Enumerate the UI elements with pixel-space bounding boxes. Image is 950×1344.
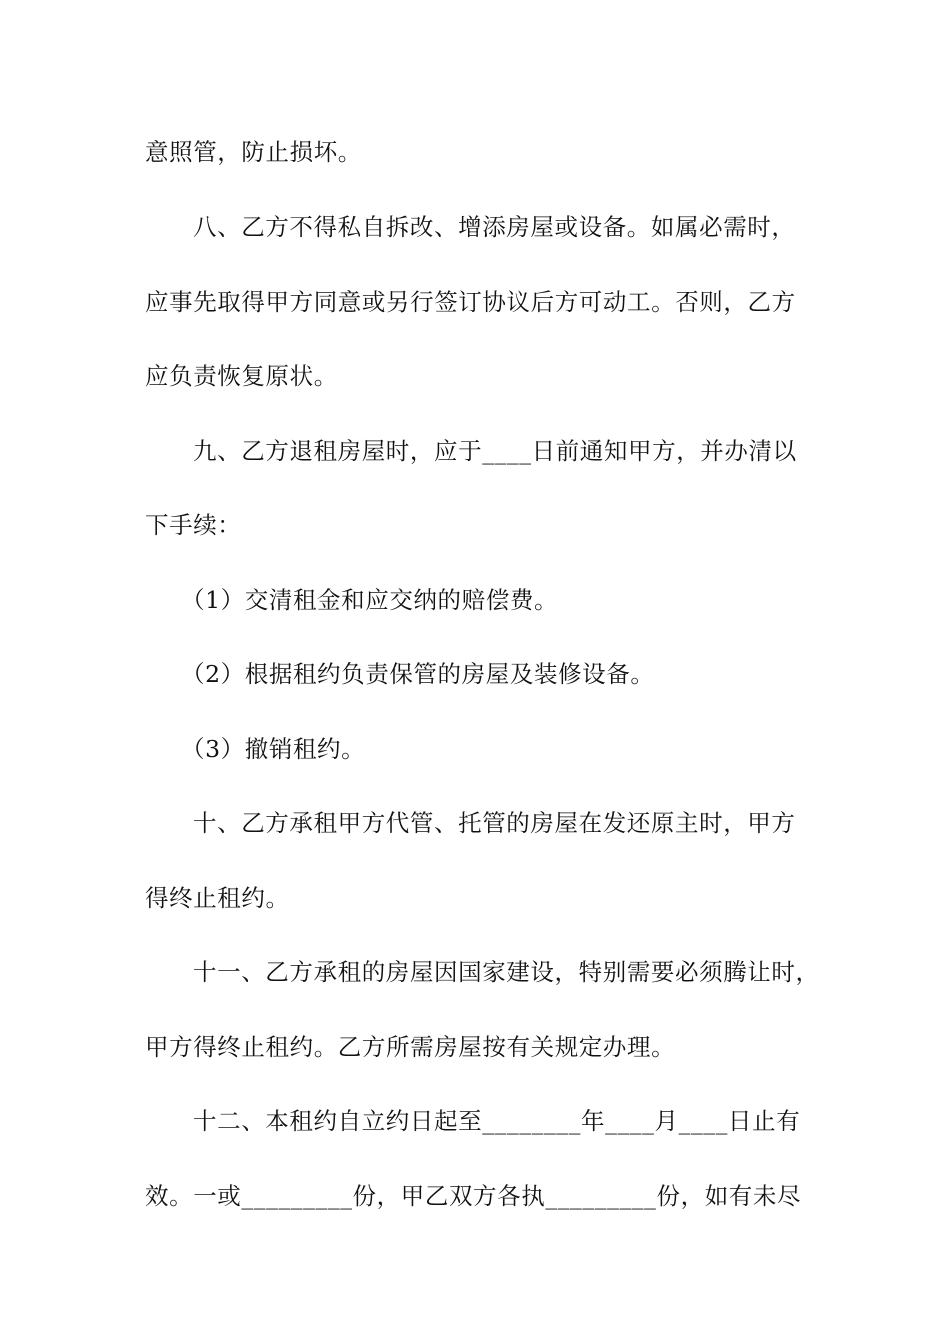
clause-11-line-2: 甲方得终止租约。乙方所需房屋按有关规定办理。: [145, 1033, 676, 1061]
clause-12-line-1: 十二、本租约自立约日起至________年____月____日止有: [193, 1107, 801, 1135]
clause-8-line-1: 八、乙方不得私自拆改、增添房屋或设备。如属必需时，: [193, 213, 796, 241]
clause-10-line-2: 得终止租约。: [145, 884, 290, 912]
clause-8-line-2: 应事先取得甲方同意或另行签订协议后方可动工。否则，乙方: [145, 288, 796, 316]
paragraph-line: 意照管，防止损坏。: [145, 138, 362, 166]
clause-11-line-1: 十一、乙方承租的房屋因国家建设，特别需要必须腾让时，: [193, 958, 820, 986]
clause-9-item-3: （3）撤销租约。: [181, 735, 366, 763]
clause-9-item-2: （2）根据租约负责保管的房屋及装修设备。: [181, 660, 655, 688]
clause-9-item-1: （1）交清租金和应交纳的赔偿费。: [181, 586, 559, 614]
clause-12-line-2: 效。一或_________份，甲乙双方各执_________份，如有未尽: [145, 1182, 802, 1210]
clause-9-line-2: 下手续：: [145, 511, 242, 539]
clause-8-line-3: 应负责恢复原状。: [145, 362, 338, 390]
clause-9-line-1: 九、乙方退租房屋时，应于____日前通知甲方，并办清以: [193, 437, 797, 465]
clause-10-line-1: 十、乙方承租甲方代管、托管的房屋在发还原主时，甲方: [193, 809, 796, 837]
